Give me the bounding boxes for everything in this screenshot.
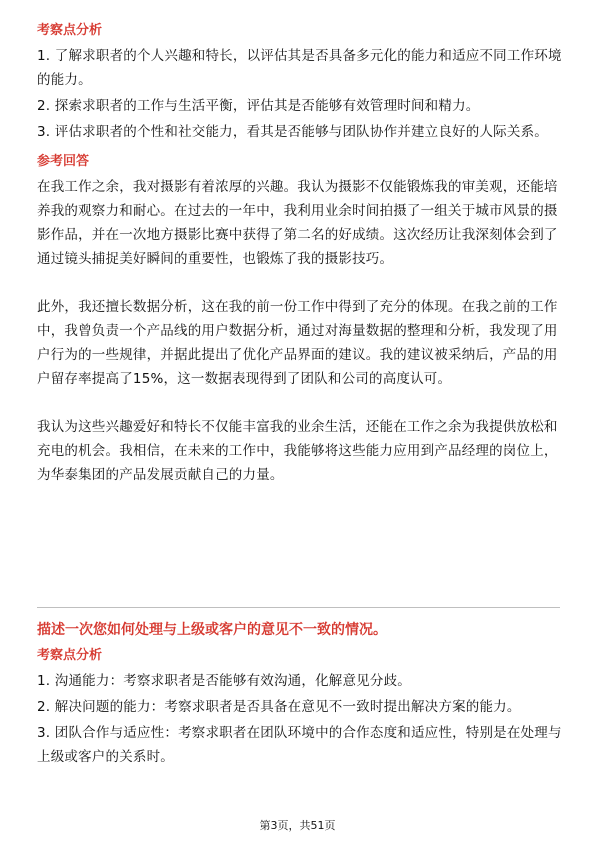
analysis-heading: 考察点分析 [37,648,103,663]
answer-paragraph: 在我工作之余，我对摄影有着浓厚的兴趣。我认为摄影不仅能锻炼我的审美观，还能培养我的观察力和耐心。在过去的一年中，我利用业余时间拍摄了一组关于城市风景的摄影作品，并在一次地方摄影比赛中获得了第二名的好成绩。这次经历让我深刻体会到了通过镜头捕捉美好瞬间的重要性，也锻炼了我的摄影技巧。 [37,179,558,267]
page-number: 第3页，共51页 [259,819,336,832]
analysis-point: 2. 解决问题的能力：考察求职者是否具备在意见不一致时提出解决方案的能力。 [37,699,521,715]
section-disagreement [37,620,562,771]
analysis-point: 3. 团队合作与适应性：考察求职者在团队环境中的合作态度和适应性，特别是在处理与上级或客户的关系时。 [37,725,562,765]
analysis-point: 2. 探索求职者的工作与生活平衡，评估其是否能够有效管理时间和精力。 [37,98,480,114]
answer-paragraph: 此外，我还擅长数据分析，这在我的前一份工作中得到了充分的体现。在我之前的工作中，我曾负责一个产品线的用户数据分析，通过对海量数据的整理和分析，我发现了用户行为的一些规律，并据此提出了优化产品界面的建议。我的建议被采纳后，产品的用户留存率提高了15%，这一数据表现得到了团队和公司的高度认可。 [37,299,558,387]
analysis-point: 1. 沟通能力：考察求职者是否能够有效沟通，化解意见分歧。 [37,673,411,689]
analysis-point: 3. 评估求职者的个性和社交能力，看其是否能够与团队协作并建立良好的人际关系。 [37,124,548,140]
answer-paragraph: 我认为这些兴趣爱好和特长不仅能丰富我的业余生活，还能在工作之余为我提供放松和充电的机会。我相信，在未来的工作中，我能够将这些能力应用到产品经理的岗位上，为华泰集团的产品发展贡献自己的力量。 [37,419,558,483]
question-heading: 描述一次您如何处理与上级或客户的意见不一致的情况。 [37,622,387,638]
analysis-heading: 考察点分析 [37,23,103,38]
section-divider [37,607,560,608]
answer-heading: 参考回答 [37,154,90,169]
section-interests [37,21,562,487]
analysis-point: 1. 了解求职者的个人兴趣和特长，以评估其是否具备多元化的能力和适应不同工作环境的能力。 [37,48,562,88]
